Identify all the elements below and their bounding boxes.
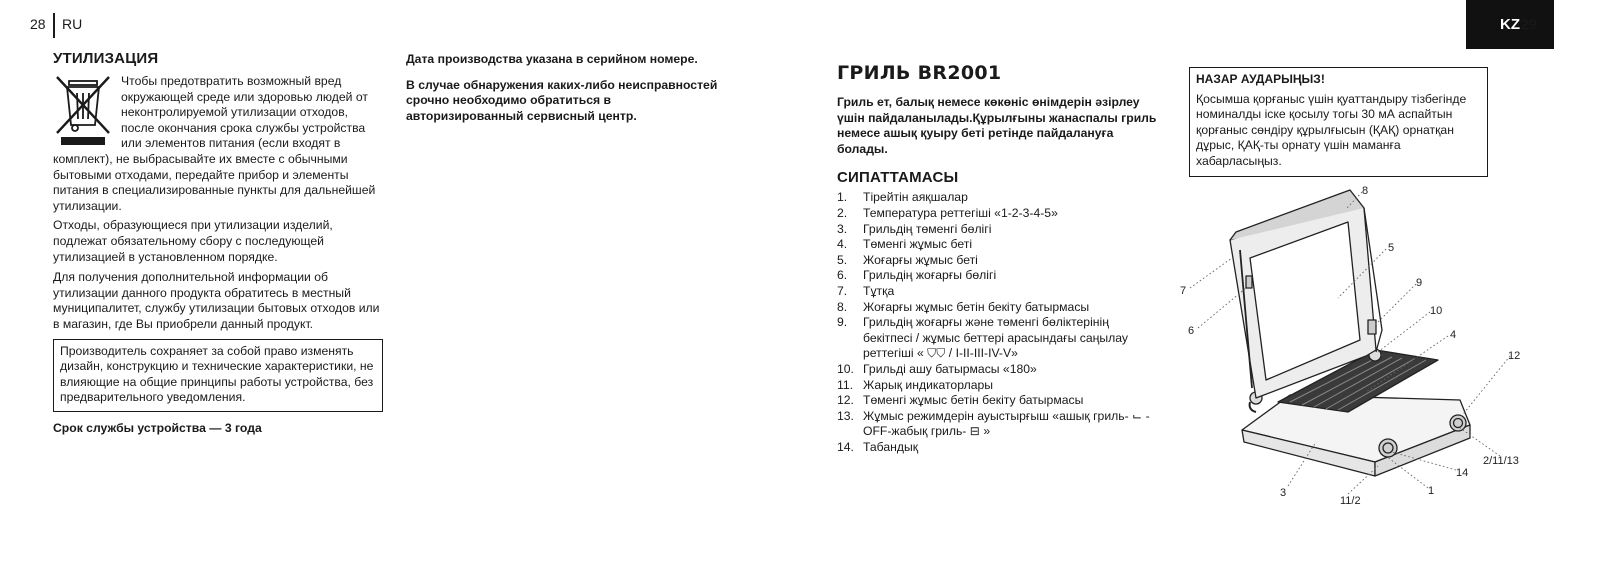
page-number-right: 29 bbox=[1521, 16, 1537, 32]
callout-6: 6 bbox=[1188, 325, 1195, 337]
callout-10: 10 bbox=[1430, 305, 1443, 317]
disposal-para-3: Для получения дополнительной информации об утилизации данного продукта обратитесь в местный муниципалитет, службу утилизации бытовых отходов или в магазин, где Вы приобрели данный продукт. bbox=[53, 270, 380, 331]
parts-item-number: 3. bbox=[837, 221, 848, 236]
parts-item-text: Жоғарғы жұмыс бетін бекіту батырмасы bbox=[863, 299, 1090, 314]
parts-list-item bbox=[837, 362, 1157, 378]
language-tab-kz: KZ bbox=[1466, 0, 1554, 49]
warning-title: НАЗАР АУДАРЫҢЫЗ! bbox=[1196, 72, 1325, 86]
left-column bbox=[53, 50, 383, 436]
parts-list-item bbox=[837, 378, 1157, 394]
parts-item-text: Температура реттегіші «1-2-3-4-5» bbox=[863, 205, 1058, 220]
parts-item-number: 6. bbox=[837, 268, 848, 283]
parts-item-text: Грильдің төменгі бөлігі bbox=[863, 221, 992, 236]
crossed-out-wheelie-bin-icon bbox=[53, 75, 113, 147]
parts-list-item bbox=[837, 393, 1157, 409]
page-number-left: 28 bbox=[30, 16, 46, 32]
production-date-note: Дата производства указана в серийном номере. bbox=[406, 52, 698, 66]
parts-item-text: Грильді ашу батырмасы «180» bbox=[863, 361, 1037, 376]
parts-item-number: 13. bbox=[837, 408, 854, 423]
disposal-intro-text: Чтобы предотвратить возможный вред окружающей среде или здоровью людей от неконтролируемой утилизации отходов, после окончания срока службы устройства или элементов питания (если входят в комплект), не выбрасывайте их вместе с обычными бытовыми отходами, передайте прибор и элементы питания в специализированные пункты для дальнейшей утилизации. bbox=[53, 74, 376, 213]
parts-item-text: Төменгі жұмыс беті bbox=[863, 237, 973, 252]
parts-list-item bbox=[837, 206, 1157, 222]
parts-item-text: Жоғарғы жұмыс беті bbox=[863, 252, 978, 267]
parts-item-text: Грильдің жоғарғы және төменгі бөліктерінің бекітпесі / жұмыс беттері арасындағы саңылау реттегіші « ⛉⛉ / I-II-III-IV-V» bbox=[863, 315, 1128, 361]
product-title: ГРИЛЬ BR2001 bbox=[837, 62, 1002, 84]
manufacturer-notice-text: Производитель сохраняет за собой право изменять дизайн, конструкцию и технические характеристики, не влияющие на общие принципы работы устройства, без предварительного уведомления. bbox=[60, 343, 374, 405]
parts-list-item bbox=[837, 300, 1157, 316]
parts-section-title: СИПАТТАМАСЫ bbox=[837, 169, 959, 187]
manufacturer-notice-box bbox=[53, 339, 383, 412]
callout-12: 12 bbox=[1508, 350, 1521, 362]
parts-item-number: 8. bbox=[837, 299, 848, 314]
parts-item-text: Жарық индикаторлары bbox=[863, 377, 994, 392]
parts-list-item bbox=[837, 315, 1157, 362]
parts-list-item bbox=[837, 190, 1157, 206]
parts-item-text: Грильдің жоғарғы бөлігі bbox=[863, 268, 997, 283]
callout-5: 5 bbox=[1388, 242, 1395, 254]
section-title-disposal: УТИЛИЗАЦИЯ bbox=[53, 50, 159, 67]
grill-diagram bbox=[1170, 180, 1550, 510]
parts-item-number: 2. bbox=[837, 205, 848, 220]
parts-item-number: 11. bbox=[837, 377, 854, 392]
parts-list-item bbox=[837, 409, 1157, 440]
parts-item-text: Тірейтін аяқшалар bbox=[863, 190, 968, 205]
parts-item-number: 1. bbox=[837, 190, 848, 205]
callout-3: 3 bbox=[1280, 487, 1287, 499]
disposal-intro bbox=[53, 74, 383, 214]
right-column bbox=[837, 62, 1157, 455]
parts-item-text: Табандық bbox=[863, 439, 919, 454]
service-life: Срок службы устройства — 3 года bbox=[53, 420, 262, 435]
callout-14: 14 bbox=[1456, 467, 1469, 479]
callout-11-2: 11/2 bbox=[1340, 495, 1361, 507]
parts-item-number: 4. bbox=[837, 237, 848, 252]
parts-item-text: Тұтқа bbox=[863, 283, 895, 298]
parts-list bbox=[837, 190, 1157, 455]
parts-item-number: 7. bbox=[837, 283, 848, 298]
parts-item-number: 10. bbox=[837, 361, 854, 376]
callout-7: 7 bbox=[1180, 285, 1187, 297]
parts-item-text: Жұмыс режимдерін ауыстырғыш «ашық гриль- ⌙ -OFF-жабық гриль- ⊟ » bbox=[863, 408, 1150, 439]
parts-item-number: 14. bbox=[837, 439, 854, 454]
callout-8: 8 bbox=[1362, 185, 1369, 197]
warning-box bbox=[1189, 67, 1488, 177]
callout-2-11-13: 2/11/13 bbox=[1483, 455, 1519, 467]
parts-item-number: 5. bbox=[837, 252, 848, 267]
callout-9: 9 bbox=[1416, 277, 1423, 289]
parts-list-item bbox=[837, 268, 1157, 284]
callout-4: 4 bbox=[1450, 329, 1457, 341]
parts-item-text: Төменгі жұмыс бетін бекіту батырмасы bbox=[863, 393, 1084, 408]
parts-list-item bbox=[837, 284, 1157, 300]
language-label-ru: RU bbox=[62, 16, 83, 32]
warning-text: Қосымша қорғаныс үшін қуаттандыру тізбегінде номиналды іске қосылу тогы 30 мА аспайтын қорғаныс сөндіру құрылғысын (ҚАҚ) орнатқан дұрыс, ҚАҚ-ты орнату үшін маманға хабарласыңыз. bbox=[1196, 91, 1467, 168]
parts-list-item bbox=[837, 237, 1157, 253]
parts-list-item bbox=[837, 440, 1157, 456]
left-column-2 bbox=[406, 52, 731, 124]
page-divider-bar bbox=[53, 13, 55, 38]
product-intro: Гриль ет, балық немесе көкөніс өнімдерін әзірлеу үшін пайдаланылады.Құрылғыны жанаспалы гриль немесе ашық қуыру беті ретінде пайдалануға болады. bbox=[837, 95, 1157, 156]
parts-list-item bbox=[837, 222, 1157, 238]
service-center-note: В случае обнаружения каких-либо неисправностей срочно необходимо обратиться в авторизированный сервисный центр. bbox=[406, 77, 718, 123]
callout-1: 1 bbox=[1428, 485, 1435, 497]
parts-list-item bbox=[837, 253, 1157, 269]
parts-item-number: 12. bbox=[837, 393, 854, 408]
parts-item-number: 9. bbox=[837, 315, 848, 330]
disposal-para-2: Отходы, образующиеся при утилизации изделий, подлежат обязательному сбору с последующей утилизацией в установленном порядке. bbox=[53, 218, 333, 264]
